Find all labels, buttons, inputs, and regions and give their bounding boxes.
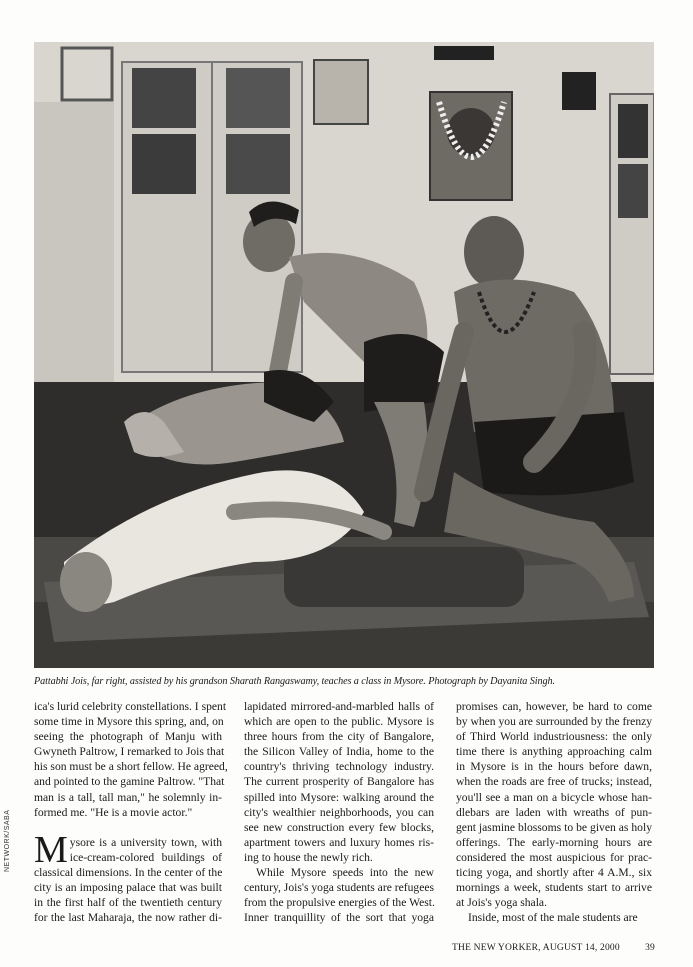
text-line: by when you are surrounded by the frenzy [456,715,653,729]
text-line: spilled into Mysore: walking around the [244,790,434,804]
text-line: ice-cream-colored buildings of [69,850,222,864]
text-line: time there is anything approaching calm [456,745,652,759]
article-column-1 [34,699,228,925]
text-line: the Silicon Valley of India, home to the [244,745,434,759]
text-line: of Third World industriousness: the only [456,730,652,744]
text-line: for the last Maharaja, the now rather di- [34,911,222,925]
text-line: you'll see a man on a bicycle whose han- [456,790,652,804]
dropcap-paragraph [34,828,222,871]
text-line: formed me. "He is a movie actor." [34,805,193,819]
text-line: from the propulsive energies of the West. [244,896,435,910]
text-line: ticing yoga, and shortly after 4 A.M., six [456,866,652,880]
text-line: offerings. The early-morning hours are [456,835,652,849]
text-line: considered the most auspicious for prac- [456,850,652,864]
article-column-3 [456,699,652,925]
text-line: dlebars are laden with wreaths of pun- [456,805,652,819]
text-line: some time in Mysore this spring, and, on [34,715,224,729]
text-line: classical dimensions. In the center of the [34,865,223,879]
text-line: ica's lurid celebrity constellations. I spent [34,700,227,713]
text-line: city is an imposing palace that was built [34,881,222,895]
photo-caption: Pattabhi Jois, far right, assisted by his grandson Sharath Rangaswamy, teaches a class in Mysore. Photograph by Dayanita Singh. [34,676,555,687]
text-line: mornings a week, students start to arrive [456,881,652,895]
text-line: The current prosperity of Bangalore has [244,775,434,789]
text-line: promises can, however, be hard to come [456,700,652,713]
text-line: which are open to the public. Mysore is [244,715,434,729]
text-line: in the first half of the twentieth century [34,896,222,910]
drop-cap: M [34,828,68,871]
article-column-2 [244,699,434,925]
page-number: 39 [645,943,655,953]
text-line: see new construction every few blocks, [244,820,434,834]
text-line: While Mysore speeds into the new [256,866,434,880]
text-line: man is a tall, tall man," he solemnly in- [34,790,222,804]
text-line: in Mysore is in the hours before dawn, [456,760,652,774]
photo-credit: NETWORK/SABA [4,809,11,872]
magazine-issue: THE NEW YORKER, AUGUST 14, 2000 [452,943,620,953]
text-line: lapidated mirrored-and-marbled halls of [244,700,434,713]
text-line: Inside, most of the male students are [468,911,638,925]
text-line: when the roads are free of trucks; instead, [456,775,652,789]
text-line: century, Jois's yoga students are refugees [244,881,435,895]
yoga-class-photo [34,42,654,668]
text-line: Gwyneth Paltrow, I remarked to Jois that [34,745,225,759]
text-line: ysore is a university town, with [69,835,222,849]
text-line: and pointed to the gamine Paltrow. "That [34,775,225,789]
photo-illustration [34,42,654,668]
text-line: seeing the photograph of Manju with [34,730,222,744]
text-line: Inner tranquillity of the sort that yoga [244,911,434,925]
text-line: city's wealthier neighborhoods, you can [244,805,434,819]
text-line: gent jasmine blossoms to be given as holy [456,820,652,834]
text-line: his son must be a short fellow. He agreed, [34,760,228,774]
text-line: three hours from the city of Bangalore, [244,730,434,744]
text-line: ing to house the newly rich. [244,850,373,864]
text-line: country's thriving technology industry. [244,760,434,774]
text-line: apartment towers and luxury homes ris- [244,835,434,849]
text-line: at Jois's yoga shala. [456,896,547,910]
